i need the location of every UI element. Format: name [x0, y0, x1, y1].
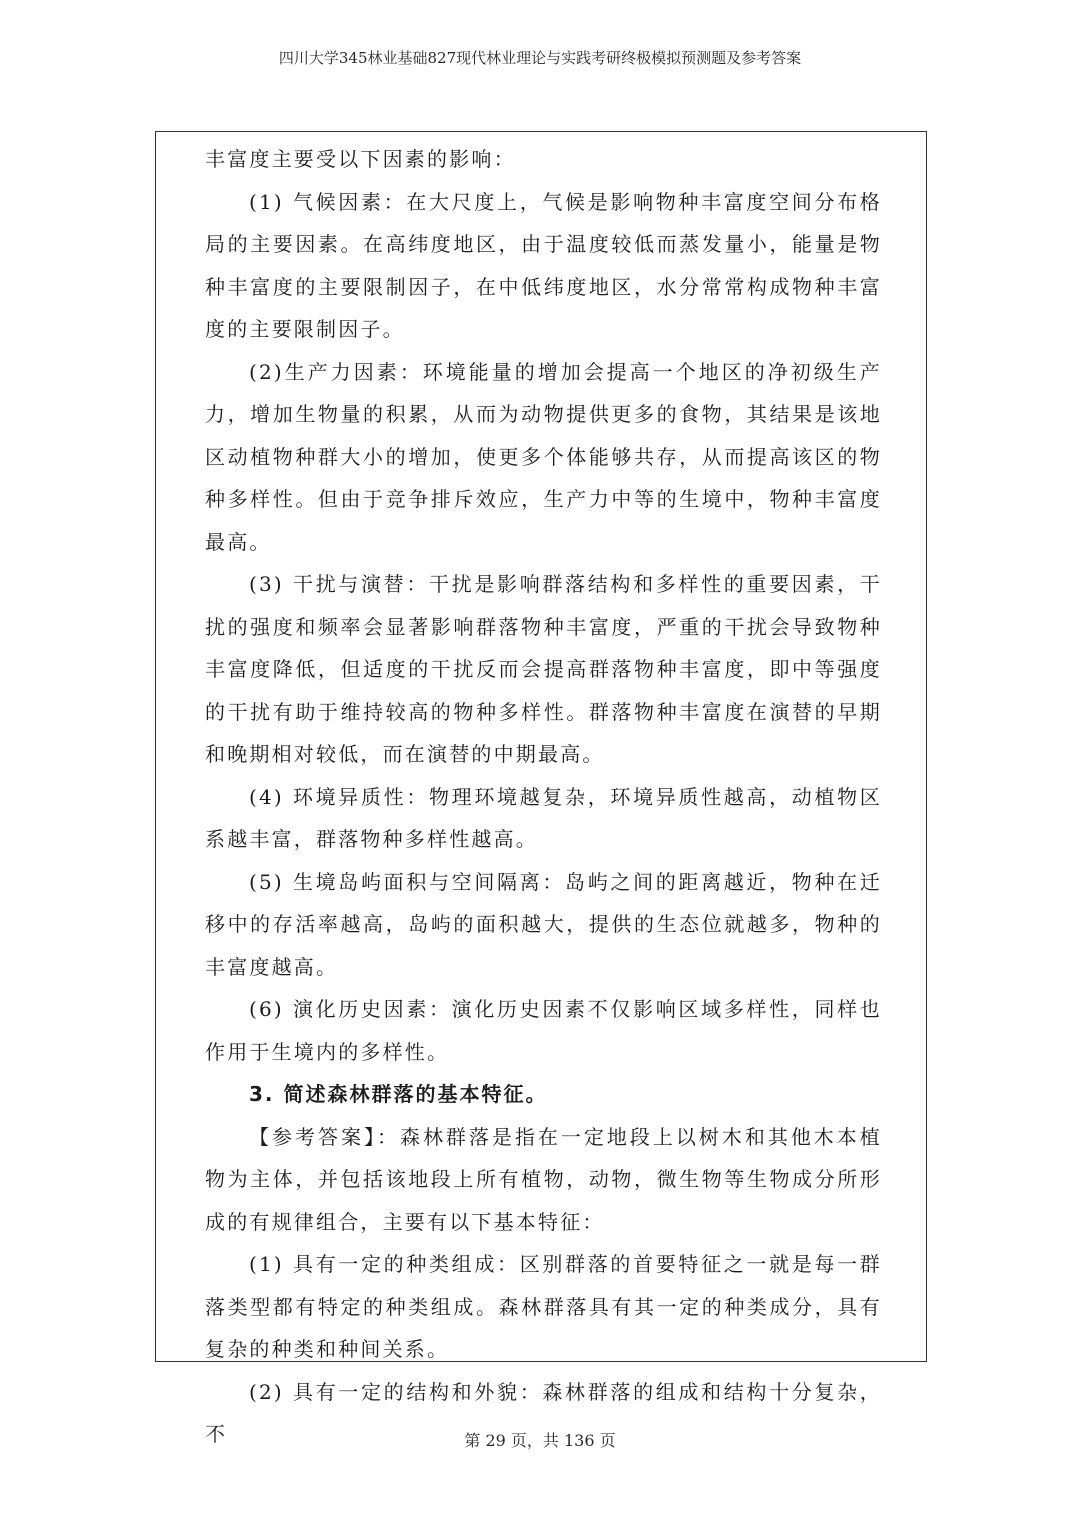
page-number: 第 29 页，共 136 页: [464, 1431, 616, 1450]
paragraph-environmental-heterogeneity: (4) 环境异质性：物理环境越复杂，环境异质性越高，动植物区系越丰富，群落物种多样性越高。: [205, 784, 882, 851]
paragraph-intro: 丰富度主要受以下因素的影响：: [205, 147, 516, 171]
paragraph-climate-factor: (1) 气候因素：在大尺度上，气候是影响物种丰富度空间分布格局的主要因素。在高纬度地区，由于温度较低而蒸发量小，能量是物种丰富度的主要限制因子，在中低纬度地区，水分常常构成物种丰富度的主要限制因子。: [205, 189, 882, 341]
paragraph-species-composition: (1) 具有一定的种类组成：区别群落的首要特征之一就是每一群落类型都有特定的种类组成。森林群落具有其一定的种类成分，具有复杂的种类和种间关系。: [205, 1252, 882, 1361]
paragraph-structure-appearance: (2) 具有一定的结构和外貌：森林群落的组成和结构十分复杂，不: [205, 1379, 882, 1446]
question-heading: 3. 简述森林群落的基本特征。: [249, 1082, 548, 1106]
page-header-title: 四川大学345林业基础827现代林业理论与实践考研终极模拟预测题及参考答案: [278, 49, 802, 67]
paragraph-productivity-factor: (2)生产力因素：环境能量的增加会提高一个地区的净初级生产力，增加生物量的积累，从而为动物提供更多的食物，其结果是该地区动植物种群大小的增加，使更多个体能够共存，从而提高该区的物种多样性。但由于竞争排斥效应，生产力中等的生境中，物种丰富度最高。: [205, 359, 882, 554]
paragraph-reference-answer: 【参考答案】：森林群落是指在一定地段上以树木和其他木本植物为主体，并包括该地段上所有植物，动物，微生物等生物成分所形成的有规律组合，主要有以下基本特征：: [205, 1124, 882, 1234]
paragraph-island-area-isolation: (5) 生境岛屿面积与空间隔离：岛屿之间的距离越近，物种在迁移中的存活率越高，岛屿的面积越大，提供的生态位就越多，物种的丰富度越高。: [205, 869, 882, 979]
paragraph-disturbance-succession: (3) 干扰与演替：干扰是影响群落结构和多样性的重要因素，干扰的强度和频率会显著影响群落物种丰富度，严重的干扰会导致物种丰富度降低，但适度的干扰反而会提高群落物种丰富度，即中等强度的干扰有助于维持较高的物种多样性。群落物种丰富度在演替的早期和晚期相对较低，而在演替的中期最高。: [205, 572, 882, 766]
paragraph-evolutionary-history: (6) 演化历史因素：演化历史因素不仅影响区域多样性，同样也作用于生境内的多样性。: [205, 997, 882, 1064]
